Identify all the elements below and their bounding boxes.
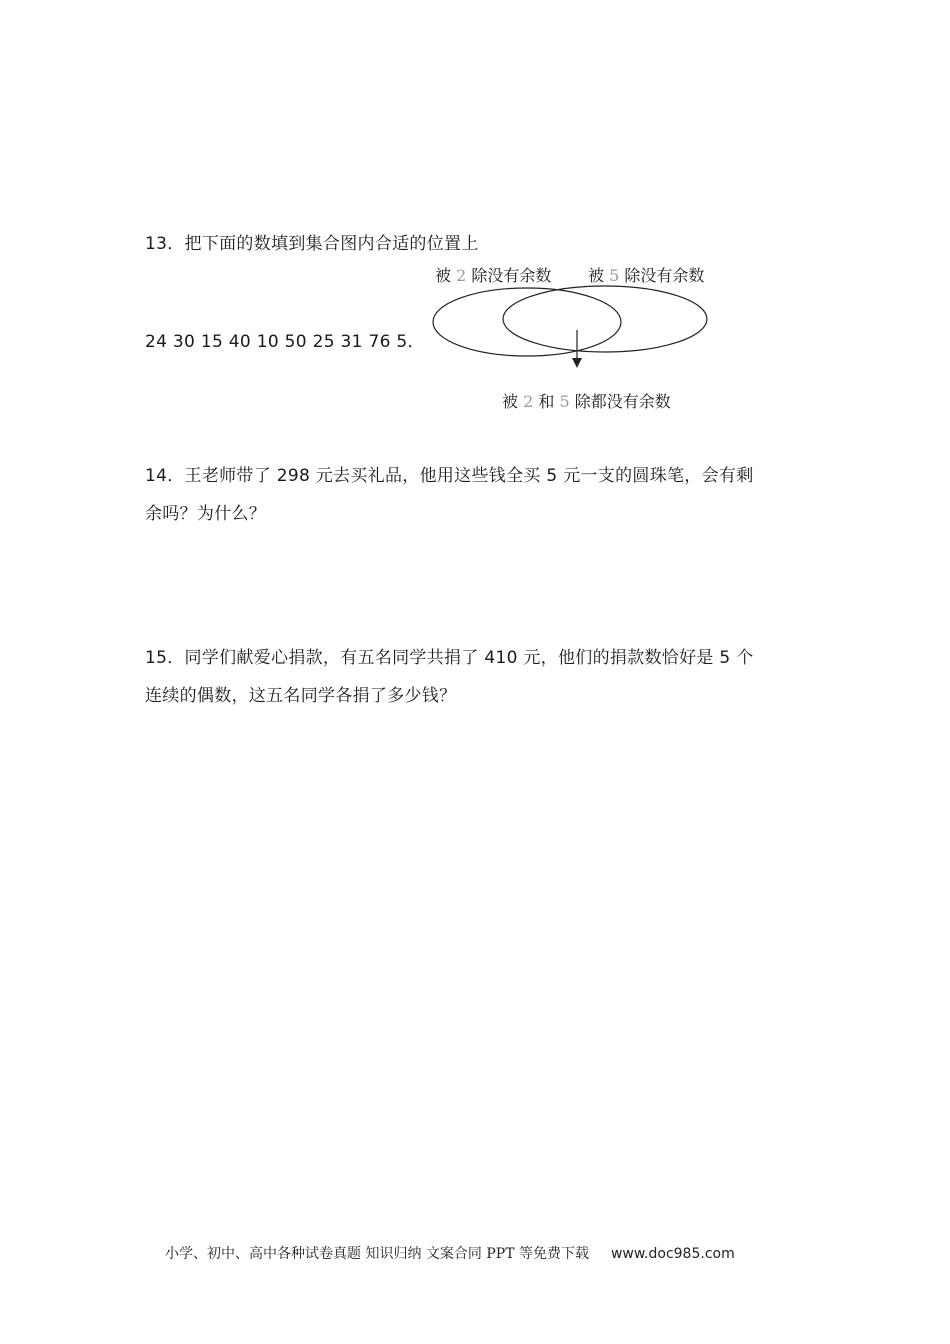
footer-text: 小学、初中、高中各种试卷真题 知识归纳 文案合同 PPT 等免费下载 [165, 1246, 589, 1262]
footer-url[interactable]: www.doc985.com [610, 1246, 735, 1262]
question-15-line-2: 连续的偶数，这五名同学各捐了多少钱？ [145, 686, 457, 706]
venn-circle-divisible-by-5 [503, 286, 707, 352]
question-13-title: 13．把下面的数填到集合图内合适的位置上 [145, 234, 479, 254]
page-footer [165, 1244, 735, 1264]
venn-label-left: 被 2 除没有余数 [435, 266, 552, 285]
question-15-line-1: 15．同学们献爱心捐款，有五名同学共捐了 410 元，他们的捐款数恰好是 5 个 [145, 648, 754, 668]
venn-label-right: 被 5 除没有余数 [588, 266, 705, 285]
question-14-line-2: 余吗？为什么？ [145, 504, 267, 524]
question-14-line-1: 14．王老师带了 298 元去买礼品，他用这些钱全买 5 元一支的圆珠笔，会有剩 [145, 466, 754, 486]
venn-arrow-head [572, 358, 582, 368]
question-13-numbers: 24 30 15 40 10 50 25 31 76 5． [145, 332, 425, 352]
venn-diagram [425, 258, 725, 418]
venn-label-intersection: 被 2 和 5 除都没有余数 [502, 392, 671, 411]
